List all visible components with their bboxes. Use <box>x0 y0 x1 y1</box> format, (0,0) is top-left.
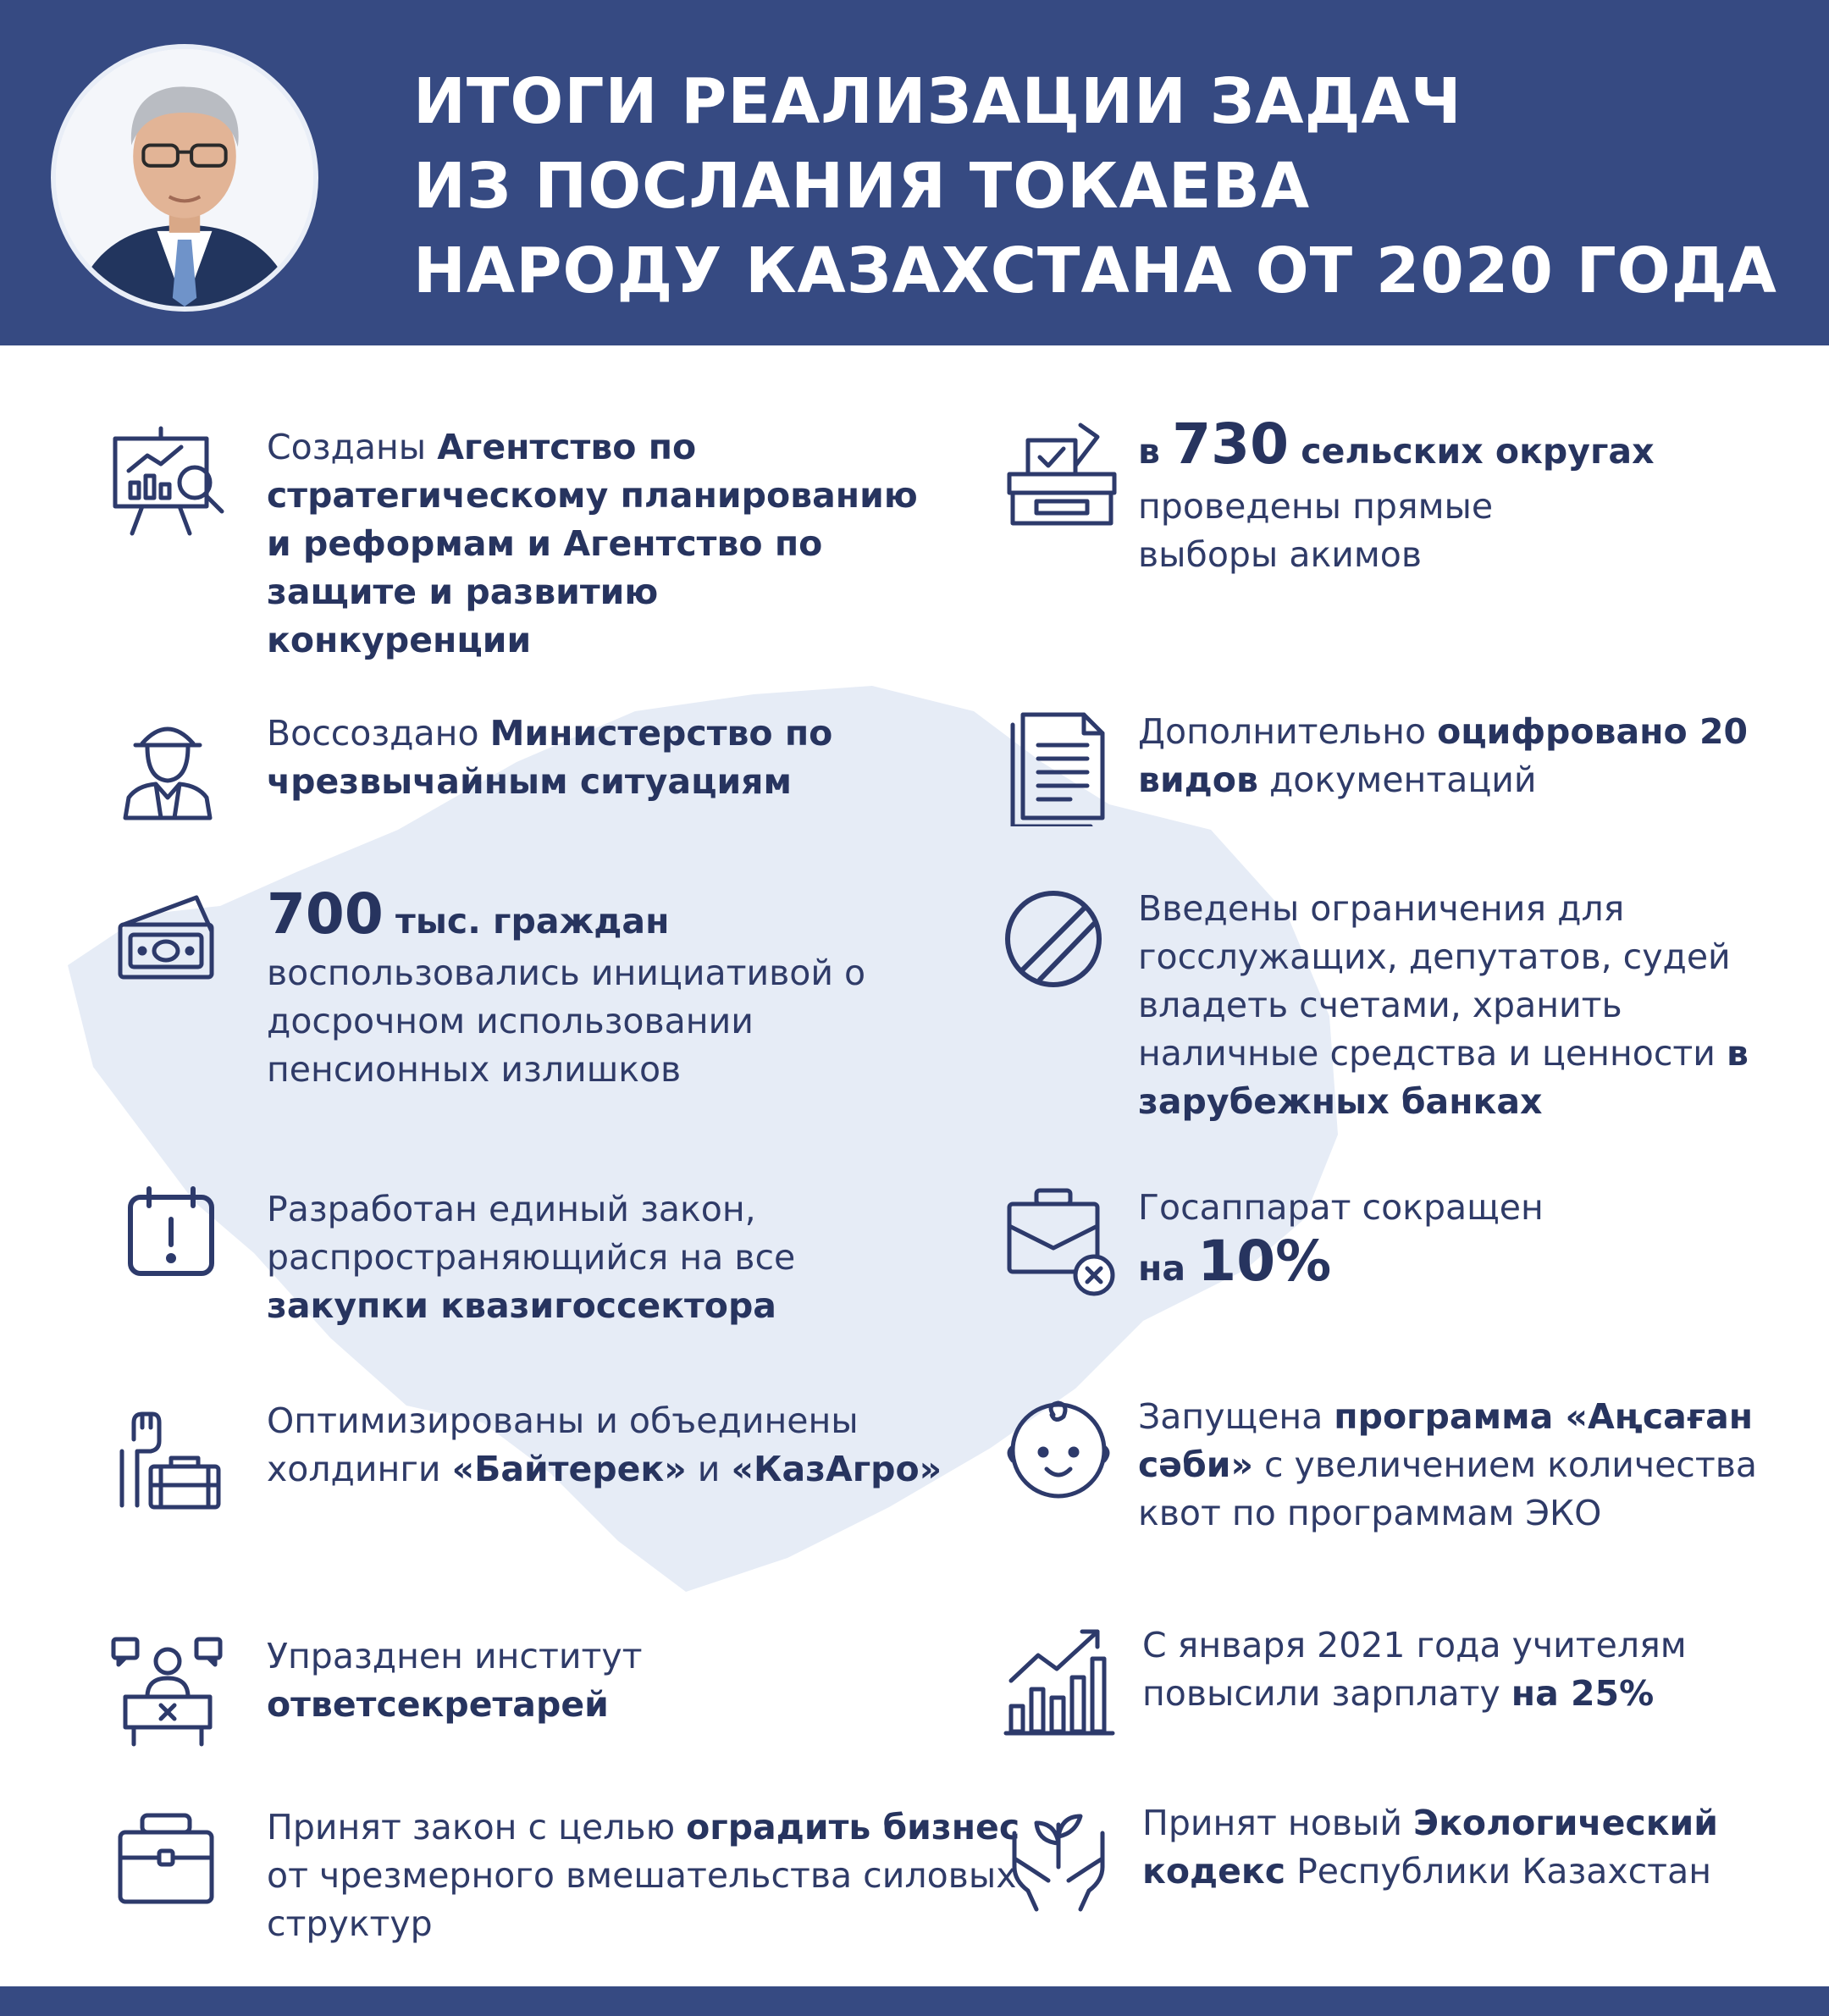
item-text: Дополнительно оцифровано 20 видов документаций <box>1138 711 1748 800</box>
list-item <box>1003 1393 1799 1596</box>
briefcase-cancel-icon <box>1003 1184 1121 1302</box>
header-banner <box>0 0 1829 345</box>
prohibited-icon <box>1003 885 1121 1003</box>
fist-briefcase-icon <box>108 1397 227 1516</box>
item-text: С января 2021 года учителям повысили зарплату на 25% <box>1142 1625 1687 1714</box>
item-text: Упразднен институт ответсекретарей <box>267 1636 643 1725</box>
title-line: ИЗ ПОСЛАНИЯ ТОКАЕВА <box>413 150 1311 223</box>
item-text: 700 тыс. граждан воспользовались инициативой о досрочном использовании пенсионных излишков <box>267 881 866 1090</box>
item-text: Госаппарат сокращен на 10% <box>1138 1187 1544 1294</box>
presentation-chart-icon <box>108 423 227 542</box>
banknote-icon <box>108 881 227 999</box>
growth-chart-icon <box>1003 1621 1121 1740</box>
list-item <box>108 1185 913 1338</box>
briefcase-icon <box>108 1803 227 1922</box>
list-item <box>108 1803 1020 1956</box>
portrait-photo <box>51 44 318 312</box>
list-item <box>108 1397 942 1549</box>
footer-bar <box>0 1986 1829 2016</box>
secretary-desk-icon <box>108 1632 227 1751</box>
item-text: Разработан единый закон, распространяющийся на все закупки квазигоссектора <box>267 1189 796 1326</box>
item-text: Оптимизированы и объединены холдинги «Байтерек» и «КазАгро» <box>267 1400 942 1489</box>
hands-plant-icon <box>1003 1799 1121 1918</box>
list-item <box>1003 708 1799 835</box>
item-text: Принят новый Экологический кодекс Республики Казахстан <box>1142 1803 1718 1892</box>
document-icon <box>1003 708 1121 826</box>
list-item <box>1003 1184 1799 1311</box>
calendar-alert-icon <box>108 1185 227 1304</box>
engineer-helmet-icon <box>108 710 227 828</box>
baby-face-icon <box>1003 1393 1121 1511</box>
item-text: Воссоздано Министерство по чрезвычайным ситуациям <box>267 713 833 802</box>
item-text: Созданы Агентство по стратегическому планированию и реформам и Агентство по защите и развитию конкуренции <box>267 427 918 660</box>
item-text: Запущена программа «Аңсаған сәби» с увеличением количества квот по программам ЭКО <box>1138 1396 1758 1533</box>
list-item <box>1003 411 1799 601</box>
title-line: НАРОДУ КАЗАХСТАНА ОТ 2020 ГОДА <box>413 235 1777 307</box>
list-item <box>108 423 918 677</box>
item-text: Принят закон с целью оградить бизнес от чрезмерного вмешательства силовых структур <box>267 1807 1020 1944</box>
page-title <box>413 59 1785 313</box>
list-item <box>108 710 913 828</box>
list-item <box>1003 1799 1799 1926</box>
list-item <box>108 1632 913 1751</box>
item-text: Введены ограничения для госслужащих, депутатов, судей владеть счетами, хранить наличные средства и ценности в зарубежных банках <box>1138 888 1749 1122</box>
title-line: ИТОГИ РЕАЛИЗАЦИИ ЗАДАЧ <box>413 65 1462 138</box>
list-item <box>108 881 913 1122</box>
list-item <box>1003 1621 1799 1748</box>
ballot-box-icon <box>1003 415 1121 533</box>
item-text: в 730 сельских округах проведены прямые выборы акимов <box>1138 411 1655 575</box>
list-item <box>1003 885 1799 1139</box>
